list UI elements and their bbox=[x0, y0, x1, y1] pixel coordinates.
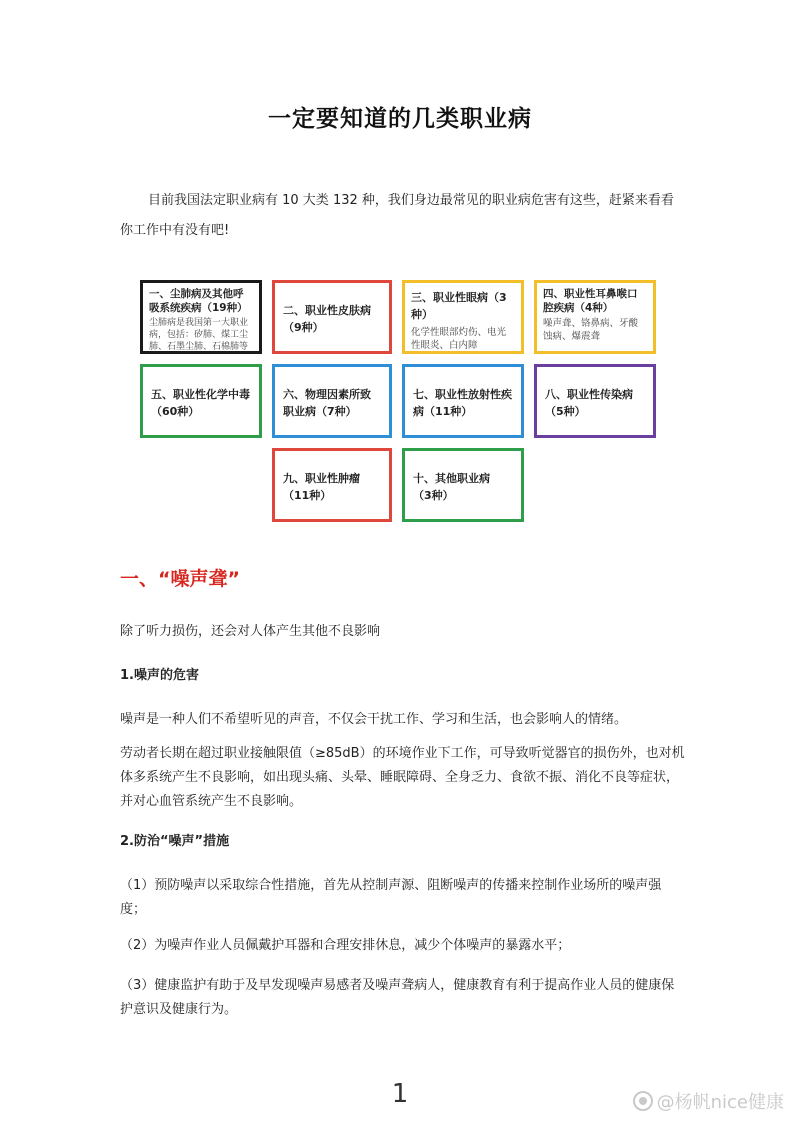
disease-card-9 bbox=[272, 448, 392, 522]
disease-card-count: （11种） bbox=[283, 489, 332, 502]
disease-card-title: 五、职业性化学中毒 bbox=[151, 388, 250, 401]
page-title: 一定要知道的几类职业病 bbox=[268, 106, 532, 132]
measure-1: （1）预防噪声以采取综合性措施，首先从控制声源、阻断噪声的传播来控制作业场所的噪声强度； bbox=[120, 878, 662, 917]
disease-card-3 bbox=[402, 280, 524, 354]
disease-card-title: 八、职业性传染病 bbox=[545, 388, 633, 401]
measure-2: （2）为噪声作业人员佩戴护耳器和合理安排休息，减少个体噪声的暴露水平； bbox=[120, 938, 571, 953]
disease-card-title: 十、其他职业病 bbox=[413, 472, 490, 485]
disease-card-8 bbox=[534, 364, 656, 438]
disease-card-count: （3种） bbox=[413, 489, 454, 502]
disease-card-4 bbox=[534, 280, 656, 354]
disease-card-desc: 噪声聋、铬鼻病、牙酸蚀病、爆震聋 bbox=[543, 318, 639, 342]
subheading-noise-harm: 1.噪声的危害 bbox=[120, 668, 199, 683]
section-heading: 一、“噪声聋” bbox=[120, 568, 240, 590]
disease-card-count: （9种） bbox=[283, 321, 324, 334]
intro-paragraph: 目前我国法定职业病有 10 大类 132 种，我们身边最常见的职业病危害有这些，赶紧来看看你工作中有没有吧! bbox=[120, 193, 674, 238]
disease-card-10 bbox=[402, 448, 524, 522]
disease-card-title: 四、职业性耳鼻喉口腔疾病（4种） bbox=[543, 288, 638, 314]
section-lead: 除了听力损伤，还会对人体产生其他不良影响 bbox=[120, 624, 381, 639]
disease-card-6 bbox=[272, 364, 392, 438]
disease-card-2 bbox=[272, 280, 392, 354]
disease-card-title: 七、职业性放射性疾病（11种） bbox=[413, 388, 512, 418]
disease-card-5 bbox=[140, 364, 262, 438]
disease-card-1 bbox=[140, 280, 262, 354]
disease-card-7 bbox=[402, 364, 524, 438]
disease-card-title: 一、尘肺病及其他呼吸系统疾病（19种） bbox=[149, 288, 248, 314]
page-number: 1 bbox=[391, 1079, 409, 1109]
measure-3: （3）健康监护有助于及早发现噪声易感者及噪声聋病人，健康教育有利于提高作业人员的健康保护意识及健康行为。 bbox=[120, 978, 675, 1017]
watermark bbox=[633, 1088, 784, 1114]
disease-card-title: 三、职业性眼病（3种） bbox=[411, 291, 507, 321]
disease-card-count: （60种） bbox=[151, 405, 200, 418]
disease-card-title: 六、物理因素所致职业病（7种） bbox=[283, 388, 371, 418]
paragraph-noise-definition: 噪声是一种人们不希望听见的声音，不仅会干扰工作、学习和生活，也会影响人的情绪。 bbox=[120, 712, 628, 727]
disease-card-count: （5种） bbox=[545, 405, 586, 418]
watermark-logo-icon bbox=[633, 1091, 653, 1111]
disease-card-title: 九、职业性肿瘤 bbox=[283, 472, 360, 485]
disease-card-title: 二、职业性皮肤病 bbox=[283, 304, 371, 317]
disease-card-desc: 化学性眼部灼伤、电光性眼炎、白内障 bbox=[411, 327, 507, 351]
watermark-text: @杨帆nice健康 bbox=[656, 1092, 784, 1113]
paragraph-noise-effects: 劳动者长期在超过职业接触限值（≥85dB）的环境作业下工作，可导致听觉器官的损伤外，也对机体多系统产生不良影响，如出现头痛、头晕、睡眠障碍、全身乏力、食欲不振、消化不良等症状，并对心血管系统产生不良影响。 bbox=[120, 746, 685, 809]
subheading-noise-prevention: 2.防治“噪声”措施 bbox=[120, 834, 230, 849]
disease-card-desc: 尘肺病是我国第一大职业病，包括：矽肺、煤工尘肺、石墨尘肺、石棉肺等 bbox=[149, 318, 249, 352]
